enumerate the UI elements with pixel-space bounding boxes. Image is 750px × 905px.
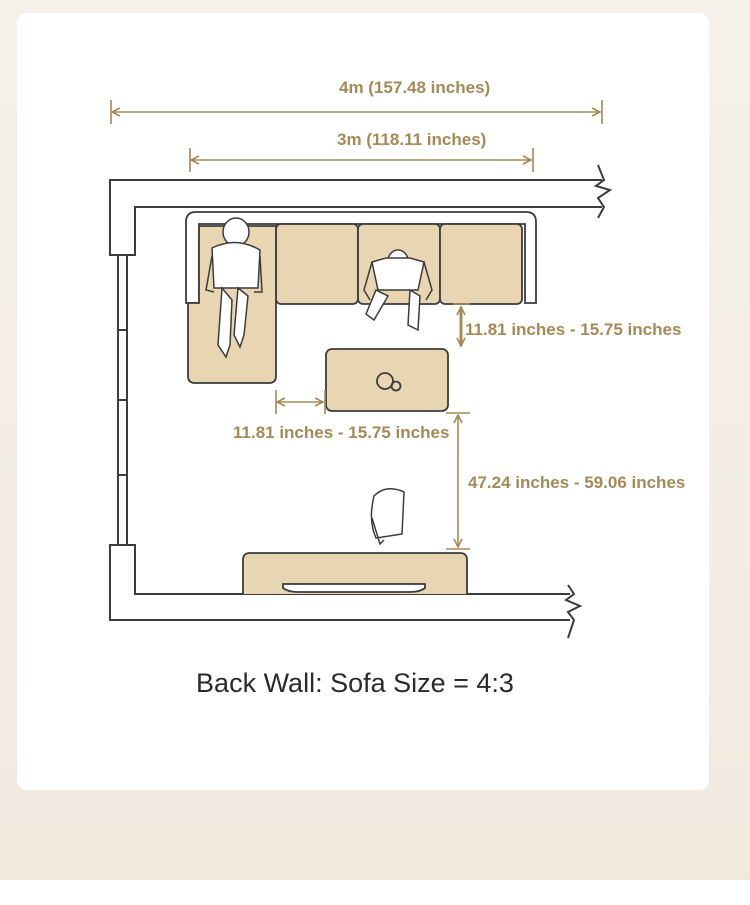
coffee-table xyxy=(326,349,448,411)
bottom-strip xyxy=(0,880,750,905)
bottom-wall-break xyxy=(566,585,580,638)
sofa-table-gap-label: 11.81 inches - 15.75 inches xyxy=(465,320,682,339)
sofa-width-label: 3m (118.11 inches) xyxy=(337,130,487,149)
table-tv-distance-label: 47.24 inches - 59.06 inches xyxy=(468,473,686,492)
tv-cabinet xyxy=(243,553,467,594)
left-window xyxy=(118,255,127,545)
room-width-label: 4m (157.48 inches) xyxy=(339,78,491,97)
diagram-caption: Back Wall: Sofa Size = 4:3 xyxy=(196,668,514,698)
standing-person-icon xyxy=(371,489,404,544)
tv-icon xyxy=(283,584,425,592)
chaise-table-gap-label: 11.81 inches - 15.75 inches xyxy=(233,423,450,442)
sofa-cushion-3 xyxy=(440,224,522,304)
sofa-cushion-1 xyxy=(276,224,358,304)
top-wall-break xyxy=(596,165,610,218)
